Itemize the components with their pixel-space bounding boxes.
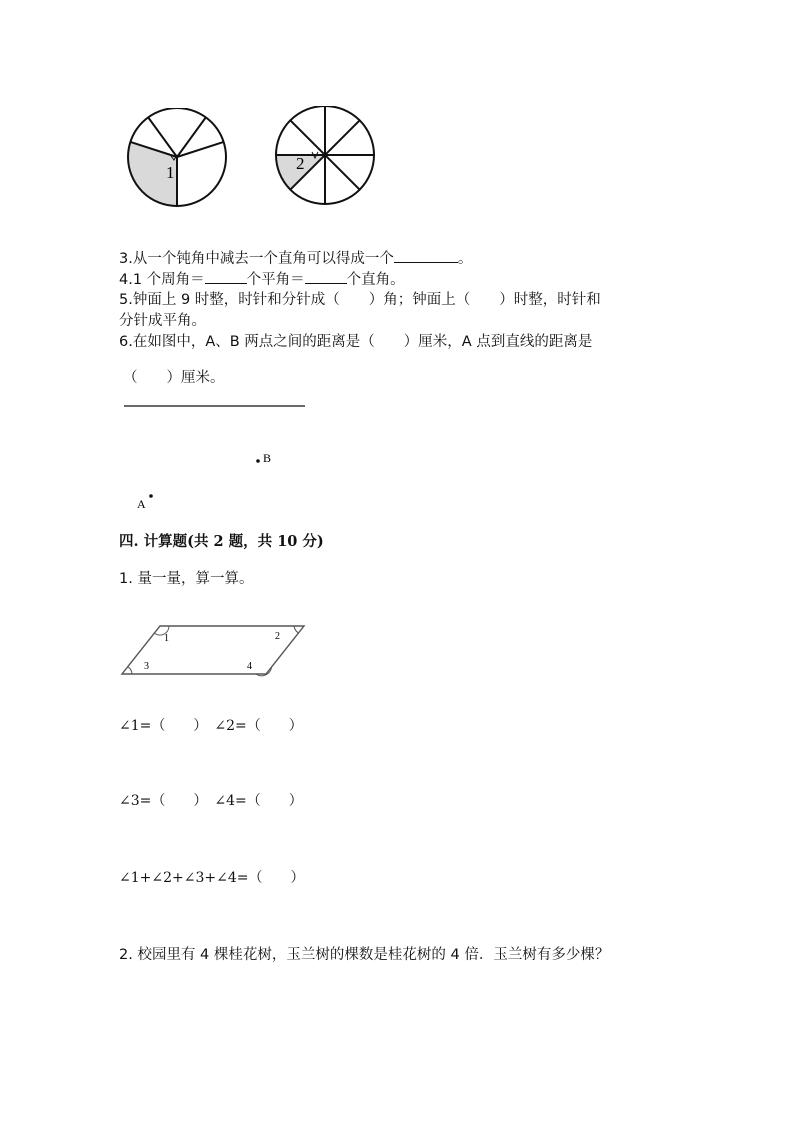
line-points-figure (120, 400, 320, 520)
circle-figure-1 (126, 108, 228, 210)
question-5-line1: 5.钟面上 9 时整，时针和分针成（ ）角；钟面上（ ）时整，时针和 (119, 292, 601, 308)
question-4-part3: 个直角。 (346, 272, 405, 288)
circle-figure-2 (274, 106, 376, 208)
question-4-part2: 个平角＝ (246, 272, 305, 288)
circle2-label: 2 (296, 154, 305, 173)
answer-blank[interactable] (205, 269, 247, 284)
section-4-heading: 四. 计算题(共 2 题，共 10 分) (119, 533, 324, 550)
parallelogram-figure (118, 620, 312, 680)
point-b-label: B (263, 451, 272, 465)
question-4-part1: 4.1 个周角＝ (119, 272, 205, 288)
circle1-label: 1 (166, 163, 175, 182)
angle-sum-row: ∠1+∠2+∠3+∠4=（ ） (119, 870, 305, 886)
answer-blank[interactable] (305, 269, 347, 284)
question-3-text: 3.从一个钝角中减去一个直角可以得成一个 (119, 251, 394, 267)
question-5-line2: 分针成平角。 (119, 313, 206, 329)
angle-row-2: ∠3=（ ） ∠4=（ ） (119, 793, 303, 809)
answer-blank[interactable] (394, 248, 458, 263)
question-4 (119, 269, 405, 290)
angle-label-4: 4 (247, 661, 252, 672)
point-a-label: A (137, 497, 146, 511)
question-3 (119, 248, 472, 269)
angle-label-3: 3 (144, 661, 149, 672)
section-4-q1-title: 1. 量一量，算一算。 (119, 571, 254, 587)
point-a (149, 494, 153, 498)
section-4-q2: 2. 校园里有 4 棵桂花树，玉兰树的棵数是桂花树的 4 倍．玉兰树有多少棵？ (119, 947, 610, 963)
question-6-line2: （ ）厘米。 (123, 370, 225, 386)
angle-row-1: ∠1=（ ） ∠2=（ ） (119, 718, 303, 734)
question-3-end: 。 (457, 251, 473, 267)
point-b (256, 459, 260, 463)
angle-label-1: 1 (164, 633, 169, 644)
angle-label-2: 2 (275, 631, 280, 642)
question-6-line1: 6.在如图中，A、B 两点之间的距离是（ ）厘米，A 点到直线的距离是 (119, 334, 593, 350)
